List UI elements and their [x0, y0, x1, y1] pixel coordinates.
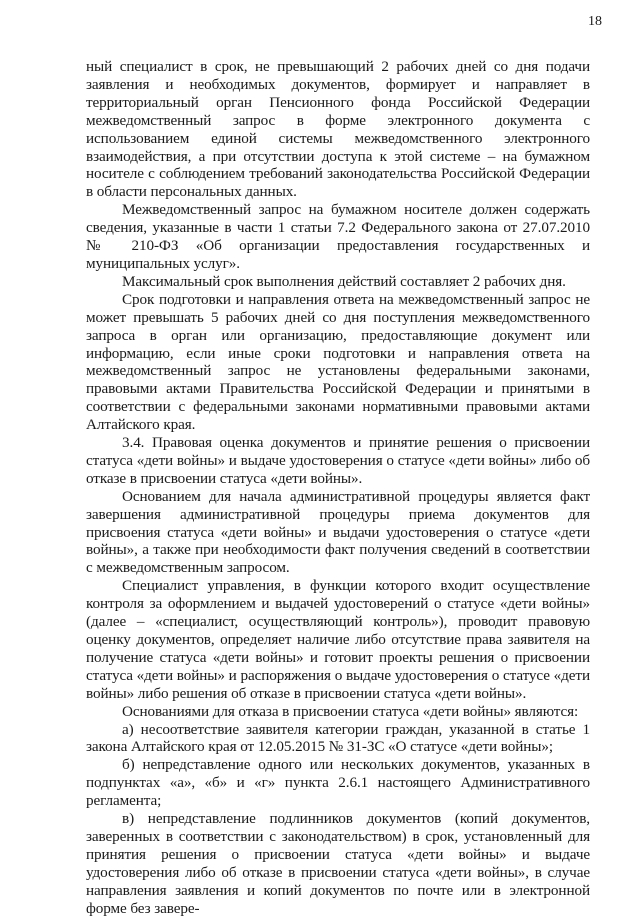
- document-body: [86, 58, 590, 918]
- paragraph: Основаниями для отказа в присвоении статуса «дети войны» являются:: [122, 702, 579, 720]
- list-item-v: в) непредставление подлинников документов (копий документов, заверенных в соответствии с законодательством) в срок, установленный для принятия решения о присвоении статуса «дети войны» и выдаче удостоверения либо об отказе в присвоении статуса «дети войны», в случае направления заявления и копий документов по почте или в электронной форме без завере-: [86, 810, 590, 917]
- paragraph: ный специалист в срок, не превышающий 2 рабочих дней со дня подачи заявления и необходимых документов, формирует и направляет в территориальный орган Пенсионного фонда Российской Федерации межведомственный запрос в форме электронного документа с использованием единой системы межведомственного электронного взаимодействия, а при отсутствии доступа к этой системе – на бумажном носителе с соблюдением требований законодательства Российской Федерации в области персональных данных.: [86, 58, 590, 201]
- list-item-b: б) непредставление одного или нескольких документов, указанных в подпунктах «а», «б» и «г» пункта 2.6.1 настоящего Административного регламента;: [86, 756, 590, 810]
- section-heading-3-4: 3.4. Правовая оценка документов и принятие решения о присвоении статуса «дети войны» и выдаче удостоверения о статусе «дети войны» либо об отказе в присвоении статуса «дети войны».: [86, 434, 590, 487]
- paragraph: Межведомственный запрос на бумажном носителе должен содержать сведения, указанные в части 1 статьи 7.2 Федерального закона от 27.07.2010 № 210-ФЗ «Об организации предоставления государственных и муниципальных услуг».: [86, 201, 590, 272]
- paragraph: Максимальный срок выполнения действий составляет 2 рабочих дня.: [122, 272, 566, 290]
- list-item-a: а) несоответствие заявителя категории граждан, указанной в статье 1 закона Алтайского края от 12.05.2015 № 31-ЗС «О статусе «дети войны»;: [86, 720, 590, 756]
- paragraph: Специалист управления, в функции которого входит осуществление контроля за оформлением и выдачей удостоверений о статусе «дети войны» (далее – «специалист, осуществляющий контроль»), проводит правовую оценку документов, определяет наличие либо отсутствие права заявителя на получение статуса «дети войны» и готовит проекты решения о присвоении статуса «дети войны» и распоряжения о выдаче удостоверения о статусе «дети войны» либо решения об отказе в присвоении статуса «дети войны».: [86, 577, 590, 702]
- paragraph: Срок подготовки и направления ответа на межведомственный запрос не может превышать 5 рабочих дней со дня поступления межведомственного запроса в орган или организацию, предоставляющие документ или информацию, если иные сроки подготовки и направления ответа на межведомственный запрос не установлены федеральными законами, правовыми актами Правительства Российской Федерации и принятыми в соответствии с федеральными законами нормативными правовыми актами Алтайского края.: [86, 290, 590, 434]
- page-number: 18: [588, 14, 602, 29]
- paragraph: Основанием для начала административной процедуры является факт завершения административной процедуры приема документов для присвоения статуса «дети войны» и выдачи удостоверения о статусе «дети войны», а также при необходимости факт получения сведений в соответствии с межведомственным запросом.: [86, 487, 590, 577]
